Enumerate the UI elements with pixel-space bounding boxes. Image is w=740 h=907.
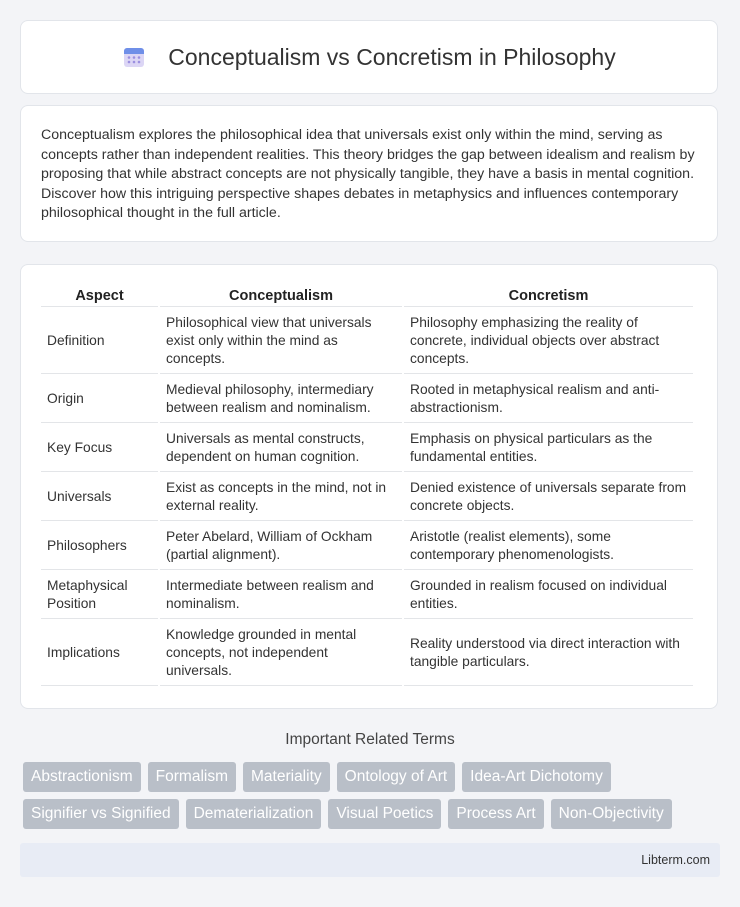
calendar-grid-icon: [122, 45, 146, 69]
tag-signifier-vs-signified[interactable]: Signifier vs Signified: [23, 799, 179, 829]
table-row: [41, 425, 693, 472]
tag-process-art[interactable]: Process Art: [448, 799, 543, 829]
cell-conceptualism: Peter Abelard, William of Ockham (partial alignment).: [160, 523, 402, 570]
tag-row: [23, 799, 723, 829]
table-row: [41, 523, 693, 570]
cell-concretism: Emphasis on physical particulars as the fundamental entities.: [404, 425, 693, 472]
tag-non-objectivity[interactable]: Non-Objectivity: [551, 799, 672, 829]
cell-conceptualism: Philosophical view that universals exist only within the mind as concepts.: [160, 309, 402, 374]
tag-ontology-of-art[interactable]: Ontology of Art: [337, 762, 456, 792]
tag-materiality[interactable]: Materiality: [243, 762, 330, 792]
cell-concretism: Denied existence of universals separate from concrete objects.: [404, 474, 693, 521]
page-title: Conceptualism vs Concretism in Philosophy: [168, 43, 616, 70]
cell-concretism: Aristotle (realist elements), some contemporary phenomenologists.: [404, 523, 693, 570]
cell-aspect: Definition: [41, 309, 158, 374]
cell-concretism: Rooted in metaphysical realism and anti-abstractionism.: [404, 376, 693, 423]
cell-conceptualism: Medieval philosophy, intermediary between realism and nominalism.: [160, 376, 402, 423]
cell-aspect: Universals: [41, 474, 158, 521]
cell-conceptualism: Exist as concepts in the mind, not in external reality.: [160, 474, 402, 521]
table-row: [41, 309, 693, 374]
table-header-row: [41, 285, 693, 307]
tag-dematerialization[interactable]: Dematerialization: [186, 799, 322, 829]
tag-abstractionism[interactable]: Abstractionism: [23, 762, 141, 792]
table-row: [41, 474, 693, 521]
comparison-table: [39, 283, 695, 688]
tag-row: [23, 762, 723, 792]
cell-conceptualism: Knowledge grounded in mental concepts, not independent universals.: [160, 621, 402, 686]
related-terms-title: Important Related Terms: [285, 731, 455, 748]
header-aspect: Aspect: [41, 285, 158, 307]
header-card: [20, 20, 718, 94]
cell-aspect: Key Focus: [41, 425, 158, 472]
header-conceptualism: Conceptualism: [160, 285, 402, 307]
cell-conceptualism: Universals as mental constructs, dependent on human cognition.: [160, 425, 402, 472]
header-concretism: Concretism: [404, 285, 693, 307]
comparison-table-card: [20, 264, 718, 709]
tag-formalism[interactable]: Formalism: [148, 762, 236, 792]
intro-card: [20, 105, 718, 242]
cell-aspect: Philosophers: [41, 523, 158, 570]
related-terms-tags: [23, 762, 723, 836]
table-row: [41, 376, 693, 423]
cell-concretism: Philosophy emphasizing the reality of concrete, individual objects over abstract concepts.: [404, 309, 693, 374]
tag-visual-poetics[interactable]: Visual Poetics: [328, 799, 441, 829]
cell-conceptualism: Intermediate between realism and nominalism.: [160, 572, 402, 619]
table-row: [41, 621, 693, 686]
cell-concretism: Grounded in realism focused on individual entities.: [404, 572, 693, 619]
cell-concretism: Reality understood via direct interaction with tangible particulars.: [404, 621, 693, 686]
tag-idea-art-dichotomy[interactable]: Idea-Art Dichotomy: [462, 762, 611, 792]
cell-aspect: Metaphysical Position: [41, 572, 158, 619]
cell-aspect: Origin: [41, 376, 158, 423]
intro-text: Conceptualism explores the philosophical idea that universals exist only within the mind, serving as concepts rather than independent realities. This theory bridges the gap between idealism and realism by proposing that while abstract concepts are not physically tangible, they have a basis in mental cognition. Discover how this intriguing perspective shapes debates in metaphysics and influences contemporary philosophical thought in the full article.: [41, 127, 695, 221]
footer-site-link[interactable]: Libterm.com: [641, 853, 710, 867]
cell-aspect: Implications: [41, 621, 158, 686]
table-row: [41, 572, 693, 619]
footer: [20, 843, 720, 877]
